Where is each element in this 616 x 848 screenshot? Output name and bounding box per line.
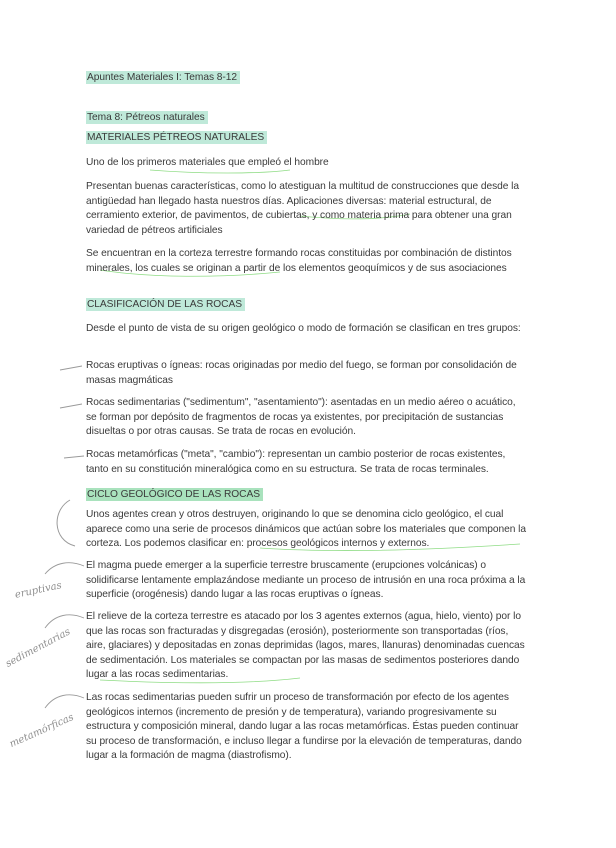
paragraph: Unos agentes crean y otros destruyen, originando lo que se denomina ciclo geológico, el cual aparece como una serie de procesos dinámicos que actúan sobre los materiales que componen la corteza. Los podemos clasificar en: procesos geológicos internos y externos. [86, 509, 526, 550]
margin-note-sedimentarias: sedimentarias [4, 626, 73, 670]
document-header: Apuntes Materiales I: Temas 8-12 [86, 71, 526, 86]
topic-title: Tema 8: Pétreos naturales [86, 111, 526, 126]
list-item: Rocas eruptivas o ígneas: rocas originadas por medio del fuego, se forman por consolidación de masas magmáticas [86, 360, 517, 386]
list-item: Rocas sedimentarias ("sedimentum", "asentamiento"): asentadas en un medio aéreo o acuático, se forman por depósito de fragmentos de rocas ya existentes, por precipitación de sustancias disueltas o por otras causas. Se trata de rocas en evolución. [86, 397, 516, 438]
paragraph: Desde el punto de vista de su origen geológico o modo de formación se clasifican en tres grupos: [86, 323, 521, 334]
section-heading-ciclo: CICLO GEOLÓGICO DE LAS ROCAS [86, 488, 526, 503]
paragraph: Uno de los primeros materiales que empleó el hombre [86, 157, 329, 168]
paragraph: El magma puede emerger a la superficie terrestre bruscamente (erupciones volcánicas) o solidificarse lentamente emplazándose mediante un proceso de intrusión en una roca próxima a la superficie (orogénesis) dando lugar a las rocas eruptivas o ígneas. [86, 560, 526, 601]
paragraph: El relieve de la corteza terrestre es atacado por los 3 agentes externos (agua, hielo, viento) por lo que las rocas son fracturadas y disgregadas (erosión), posteriormente son transportadas (ríos, aire, glaciares) y depositadas en zonas deprimidas (lagos, mares, llanuras) denominadas cuencas de sedimentación. Los materiales se compactan por las masas de sedimentos posteriores dando lugar a las rocas sedimentarias. [86, 611, 525, 681]
margin-note-metamorficas: metamórficas [8, 711, 76, 751]
list-item: Rocas metamórficas ("meta", "cambio"): representan un cambio posterior de rocas existentes, tanto en su constitución mineralógica como en su estructura. Se trata de rocas terminales. [86, 449, 506, 475]
section-heading-clasificacion: CLASIFICACIÓN DE LAS ROCAS [86, 298, 526, 313]
paragraph: Se encuentran en la corteza terrestre formando rocas constituidas por combinación de distintos minerales, los cuales se originan a partir de los elementos geoquímicos y de sus asociaciones [86, 248, 512, 274]
section-heading-materiales: MATERIALES PÉTREOS NATURALES [86, 131, 526, 146]
margin-note-eruptivas: eruptivas [14, 580, 63, 601]
paragraph: Presentan buenas características, como lo atestiguan la multitud de construcciones que desde la antigüedad han llegado hasta nuestros días. Aplicaciones diversas: material estructural, de cerramiento exterior, de pavimentos, de cubiertas, y como materia prima para obtener una gran variedad de pétreos artificiales [86, 181, 520, 236]
paragraph: Las rocas sedimentarias pueden sufrir un proceso de transformación por efecto de los agentes geológicos internos (incremento de presión y de temperatura), variando progresivamente su estructura y composición mineral, dando lugar a las rocas metamórficas. Éstas pueden continuar su proceso de transformación, e incluso llegar a fundirse por la elevación de temperaturas, dando lugar a la formación de magma (diastrofismo). [86, 692, 522, 762]
